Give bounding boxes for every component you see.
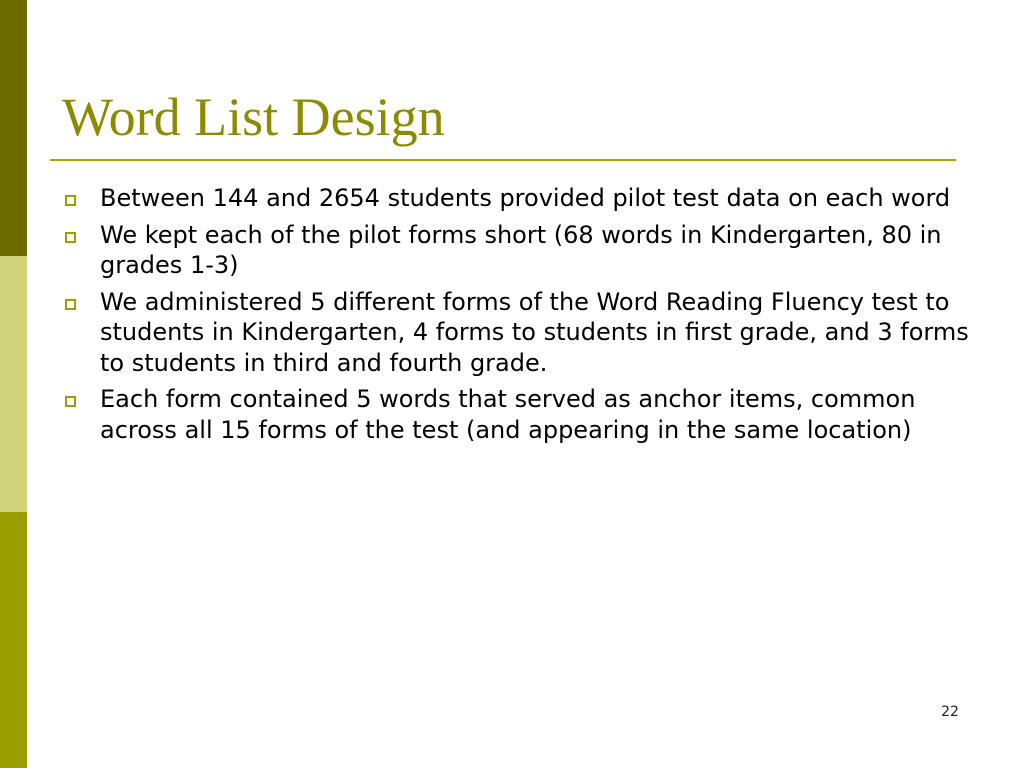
bullet-text: Between 144 and 2654 students provided pilot test data on each word	[100, 184, 951, 212]
bullet-item	[62, 384, 972, 445]
square-bullet-icon	[65, 299, 76, 310]
page-number: 22	[941, 704, 959, 720]
bullet-item	[62, 183, 972, 214]
sidebar-segment-bottom	[0, 512, 27, 768]
title-underline	[50, 159, 956, 161]
bullet-text: We kept each of the pilot forms short (68 words in Kindergarten, 80 in grades 1-3)	[100, 220, 942, 279]
bullet-text: Each form contained 5 words that served as anchor items, common across all 15 forms of the test (and appearing in the same location)	[100, 385, 916, 444]
bullet-item	[62, 287, 972, 379]
square-bullet-icon	[65, 232, 76, 243]
bullet-text: We administered 5 different forms of the Word Reading Fluency test to students in Kindergarten, 4 forms to students in first grade, and 3 forms to students in third and fourth grade.	[100, 287, 969, 377]
bullet-list	[62, 183, 972, 451]
sidebar-segment-top	[0, 0, 27, 256]
sidebar-segment-middle	[0, 256, 27, 512]
bullet-item	[62, 220, 972, 281]
square-bullet-icon	[65, 195, 76, 206]
square-bullet-icon	[65, 396, 76, 407]
slide-title: Word List Design	[62, 87, 445, 147]
sidebar-decoration	[0, 0, 27, 768]
